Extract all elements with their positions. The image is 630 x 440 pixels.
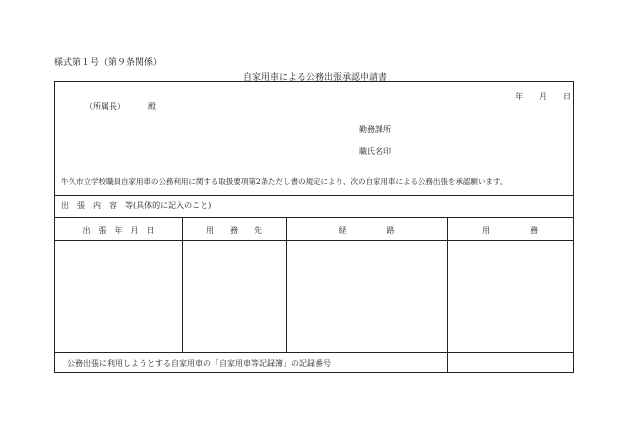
application-form-frame [54,81,574,373]
form-title: 自家用車による公務出張承認申請書 [242,73,387,83]
cell-route[interactable] [287,241,447,352]
divider-details-top [55,195,573,196]
column-header-date: 出 張 年 月 日 [82,226,155,235]
cell-date[interactable] [55,241,182,352]
application-statement: 牛久市立学校職員自家用車の公務利用に関する取扱要項第2条ただし書の規定により、次の自家用車による公務出張を承認願います。 [61,177,508,186]
date-day-label: 日 [563,92,571,101]
addressee-label: （所属長） [85,102,125,111]
honorific-label: 殿 [148,102,156,111]
workplace-label: 勤務課所 [359,125,391,134]
column-header-route: 経 路 [338,226,395,235]
cell-destination[interactable] [183,241,286,352]
column-header-business: 用 務 [482,226,538,235]
name-seal-label: 職氏名印 [359,147,391,156]
footer-record-number-label: 公務出張に利用しようとする自家用車の「自家用車等記録簿」の記録番号 [67,359,331,368]
cell-record-number[interactable] [448,353,573,372]
column-header-destination: 用 務 先 [206,226,262,235]
details-label: 出 張 内 容 等(具体的に記入のこと) [61,201,212,210]
cell-business[interactable] [448,241,573,352]
form-number: 様式第１号（第９条関係） [54,58,163,68]
date-month-label: 月 [539,92,547,101]
divider-table-header-top [55,217,573,218]
date-year-label: 年 [515,92,523,101]
